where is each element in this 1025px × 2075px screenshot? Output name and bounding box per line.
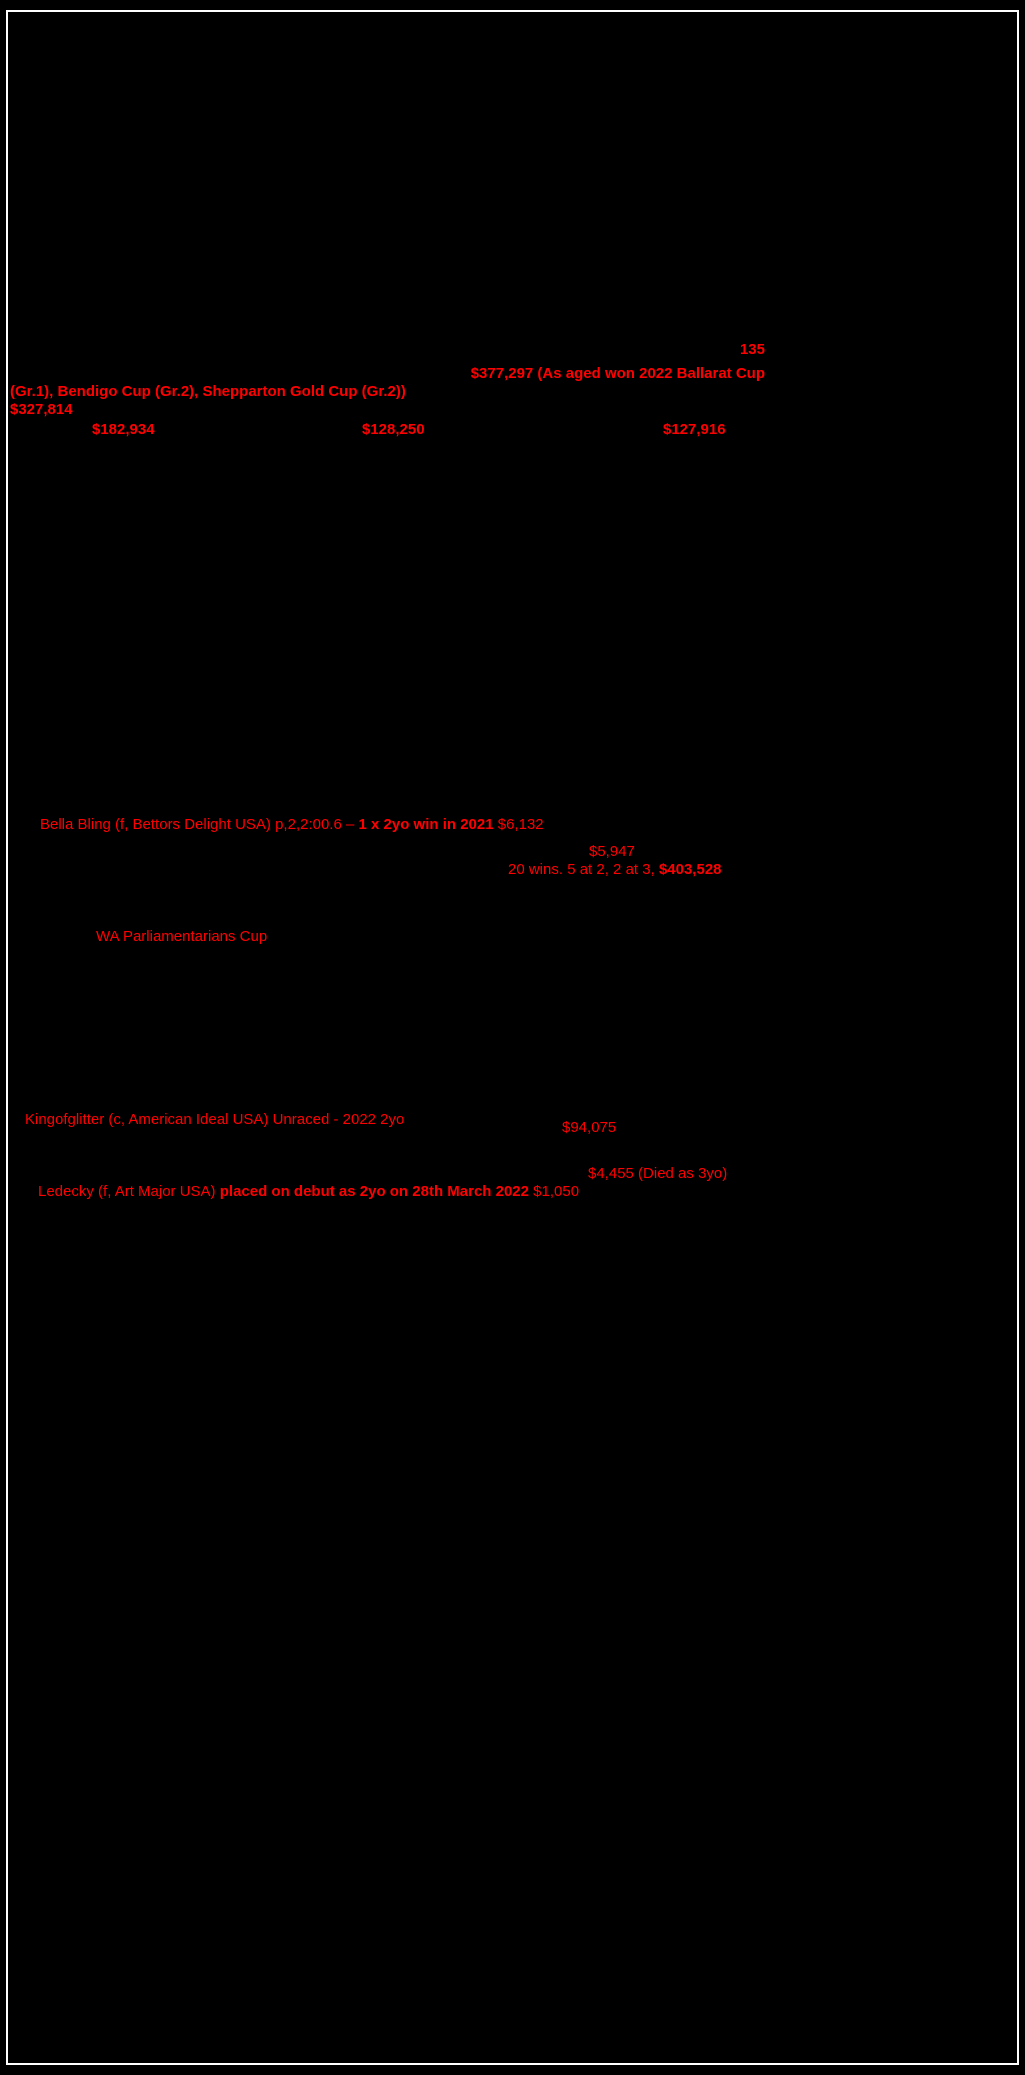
earnings-line-377297: $377,297 (As aged won 2022 Ballarat Cup <box>470 365 765 382</box>
earnings-value-182934: $182,934 <box>92 421 155 438</box>
progeny-bella-bling-row <box>40 816 544 834</box>
earnings-value-4455-died: $4,455 (Died as 3yo) <box>588 1165 728 1182</box>
progeny-bella-bling-name: Bella Bling (f, Bettors Delight USA) p,2,2:00.6 – <box>40 816 359 833</box>
group-race-wins-line: (Gr.1), Bendigo Cup (Gr.2), Shepparton Gold Cup (Gr.2)) <box>10 383 406 400</box>
earnings-value-127916: $127,916 <box>663 421 726 438</box>
progeny-ledecky-name: Ledecky (f, Art Major USA) <box>38 1183 220 1200</box>
race-name-wa-parliamentarians-cup: WA Parliamentarians Cup <box>96 928 268 945</box>
wins-summary-row <box>508 861 722 879</box>
progeny-ledecky-highlight: placed on debut as 2yo on 28th March 2022 <box>219 1183 529 1200</box>
progeny-ledecky-earnings: $1,050 <box>529 1183 580 1200</box>
earnings-value-94075: $94,075 <box>562 1119 617 1136</box>
earnings-value-327814: $327,814 <box>10 401 73 418</box>
wins-summary-text: 20 wins. 5 at 2, 2 at 3, <box>508 861 659 878</box>
progeny-bella-bling-earnings: $6,132 <box>493 816 544 833</box>
earnings-value-128250: $128,250 <box>362 421 425 438</box>
earnings-value-135: 135 <box>739 341 765 358</box>
page-border-frame <box>6 10 1019 2065</box>
earnings-value-5947: $5,947 <box>589 843 635 860</box>
wins-summary-earnings: $403,528 <box>658 861 722 878</box>
progeny-kingofglitter-row: Kingofglitter (c, American Ideal USA) Unraced - 2022 2yo <box>25 1111 405 1128</box>
progeny-ledecky-row <box>38 1183 579 1201</box>
progeny-bella-bling-highlight: 1 x 2yo win in 2021 <box>358 816 494 833</box>
